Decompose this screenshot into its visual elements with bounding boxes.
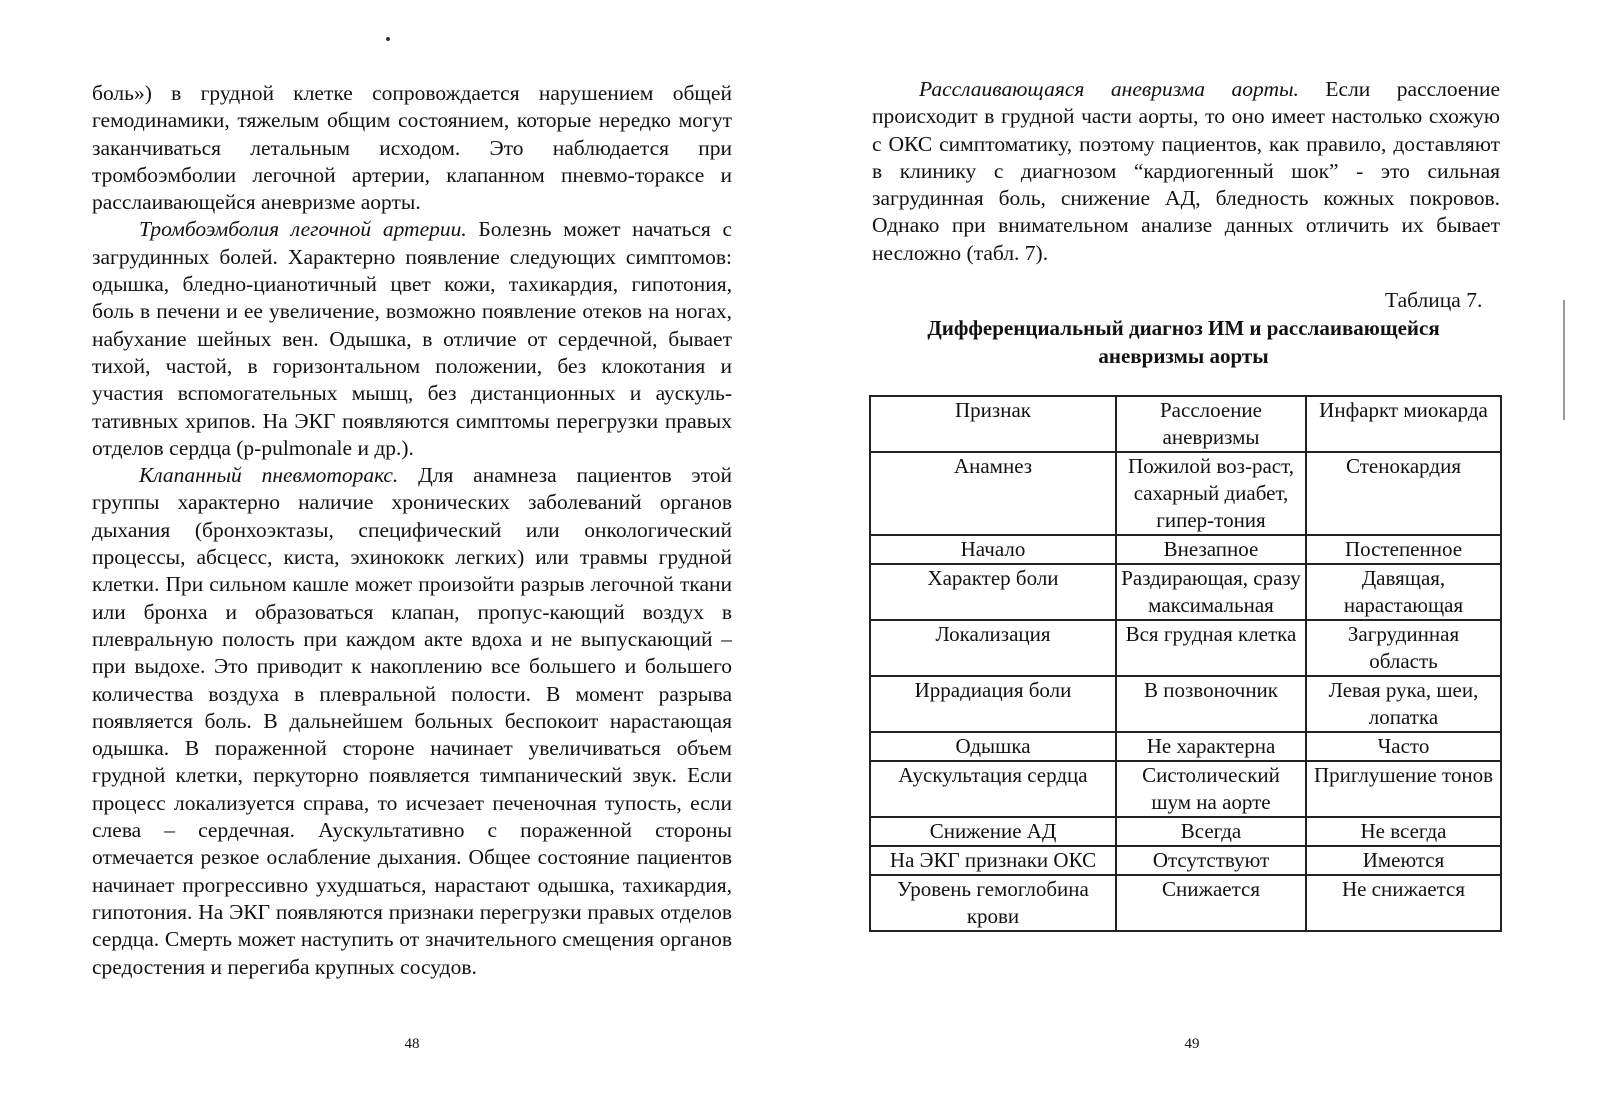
table-cell: Имеются — [1306, 846, 1501, 875]
table-cell: Не характерна — [1116, 732, 1306, 761]
table-cell: Часто — [1306, 732, 1501, 761]
scan-speck — [386, 37, 390, 41]
table-label: Таблица 7. — [1385, 288, 1483, 312]
table-title: Дифференциальный диагноз ИМ и расслаивающейся аневризмы аорты — [927, 316, 1440, 368]
table-cell: Вся грудная клетка — [1116, 620, 1306, 676]
paragraph-heading: Тромбоэмболия легочной артерии. — [139, 217, 467, 242]
diagnosis-table — [869, 395, 1502, 932]
table-row — [870, 676, 1501, 732]
paragraph: боль») в грудной клетке сопровождается нарушением общей гемодинамики, тяжелым общим состоянием, которые нередко могут заканчиваться летальным исходом. Это наблюдается при тромбоэмболии легочной артерии, клапанном пневмо-тораксе и расслаивающейся аневризме аорты. — [92, 81, 732, 215]
table-cell: Приглушение тонов — [1306, 761, 1501, 817]
paragraph: Тромбоэмболия легочной артерии. Болезнь может начаться с загрудинных болей. Характерно появление следующих симптомов: одышка, бледно-цианотичный цвет кожи, тахикардия, гипотония, боль в печени и ее увеличение, возможно появление отеков на ногах, набухание шейных вен. Одышка, в отличие от сердечной, бывает тихой, частой, в горизонтальном положении, без клокотания и участия вспомогательных мышц, без дистанционных и аускуль-тативных хрипов. На ЭКГ появляются симптомы перегрузки правых отделов сердца (p-pulmonale и др.). — [92, 217, 732, 460]
table-cell: Снижается — [1116, 875, 1306, 931]
table-cell: В позвоночник — [1116, 676, 1306, 732]
left-page-text — [92, 80, 732, 981]
table-header-cell: Расслоение аневризмы — [1116, 396, 1306, 452]
table-row — [870, 875, 1501, 931]
paragraph-heading: Расслаивающаяся аневризма аорты. — [919, 77, 1299, 101]
table-cell: Отсутствуют — [1116, 846, 1306, 875]
table-cell: Аускультация сердца — [870, 761, 1116, 817]
table-cell: Локализация — [870, 620, 1116, 676]
table-cell: Начало — [870, 535, 1116, 564]
paragraph: Расслаивающаяся аневризма аорты. Если расслоение происходит в грудной части аорты, то оно имеет настолько схожую с ОКС симптоматику, поэтому пациентов, как правило, доставляют в клинику с диагнозом “кардиогенный шок” - это сильная загрудинная боль, снижение АД, бледность кожных покровов. Однако при внимательном анализе данных отличить их бывает несложно (табл. 7). — [872, 77, 1500, 265]
table-cell: Раздирающая, сразу максимальная — [1116, 564, 1306, 620]
table-cell: Снижение АД — [870, 817, 1116, 846]
table-cell: Левая рука, шеи, лопатка — [1306, 676, 1501, 732]
table-cell: Внезапное — [1116, 535, 1306, 564]
table-header-cell: Признак — [870, 396, 1116, 452]
paragraph-heading: Клапанный пневмоторакс. — [139, 463, 399, 488]
table-cell: Постепенное — [1306, 535, 1501, 564]
table-header-cell: Инфаркт миокарда — [1306, 396, 1501, 452]
right-page-text — [872, 76, 1500, 267]
table-cell: Систолический шум на аорте — [1116, 761, 1306, 817]
table-cell: Анамнез — [870, 452, 1116, 535]
table-header-row — [870, 396, 1501, 452]
page-number: 48 — [404, 1036, 420, 1052]
paragraph: Клапанный пневмоторакс. Для анамнеза пациентов этой группы характерно наличие хронических заболеваний органов дыхания (бронхоэктазы, специфический или онкологический процессы, абсцесс, киста, эхинококк легких) или травмы грудной клетки. При сильном кашле может произойти разрыв легочной ткани или бронха и образоваться клапан, пропус-кающий воздух в плевральную полость при каждом акте вдоха и не выпускающий – при выдохе. Это приводит к накоплению все большего и большего количества воздуха в плевральной полости. В момент разрыва появляется боль. В дальнейшем больных беспокоит нарастающая одышка. В пораженной стороне начинает увеличиваться объем грудной клетки, перкуторно появляется тимпанический звук. Если процесс локализуется справа, то исчезает печеночная тупость, если слева – сердечная. Аускультативно с пораженной стороны отмечается резкое ослабление дыхания. Общее состояние пациентов начинает прогрессивно ухудшаться, нарастают одышка, тахикардия, гипотония. На ЭКГ появляются признаки перегрузки правых отделов сердца. Смерть может наступить от значительного смещения органов средостения и перегиба крупных сосудов. — [92, 463, 732, 979]
table-cell: На ЭКГ признаки ОКС — [870, 846, 1116, 875]
table-cell: Всегда — [1116, 817, 1306, 846]
table-row — [870, 761, 1501, 817]
table-row — [870, 732, 1501, 761]
table-cell: Давящая, нарастающая — [1306, 564, 1501, 620]
table-row — [870, 564, 1501, 620]
scan-edge-mark — [1563, 300, 1565, 420]
table-cell: Одышка — [870, 732, 1116, 761]
table-cell: Иррадиация боли — [870, 676, 1116, 732]
table-row — [870, 817, 1501, 846]
table-cell: Загрудинная область — [1306, 620, 1501, 676]
page-number: 49 — [1184, 1036, 1200, 1052]
table-row — [870, 846, 1501, 875]
table-cell: Пожилой воз-раст, сахарный диабет, гипер-тония — [1116, 452, 1306, 535]
table-row — [870, 535, 1501, 564]
table-cell: Характер боли — [870, 564, 1116, 620]
table-cell: Не всегда — [1306, 817, 1501, 846]
table-cell: Уровень гемоглобина крови — [870, 875, 1116, 931]
table-row — [870, 620, 1501, 676]
table-row — [870, 452, 1501, 535]
left-page — [0, 0, 800, 1118]
table-cell: Не снижается — [1306, 875, 1501, 931]
table-cell: Стенокардия — [1306, 452, 1501, 535]
right-page — [800, 0, 1601, 1118]
